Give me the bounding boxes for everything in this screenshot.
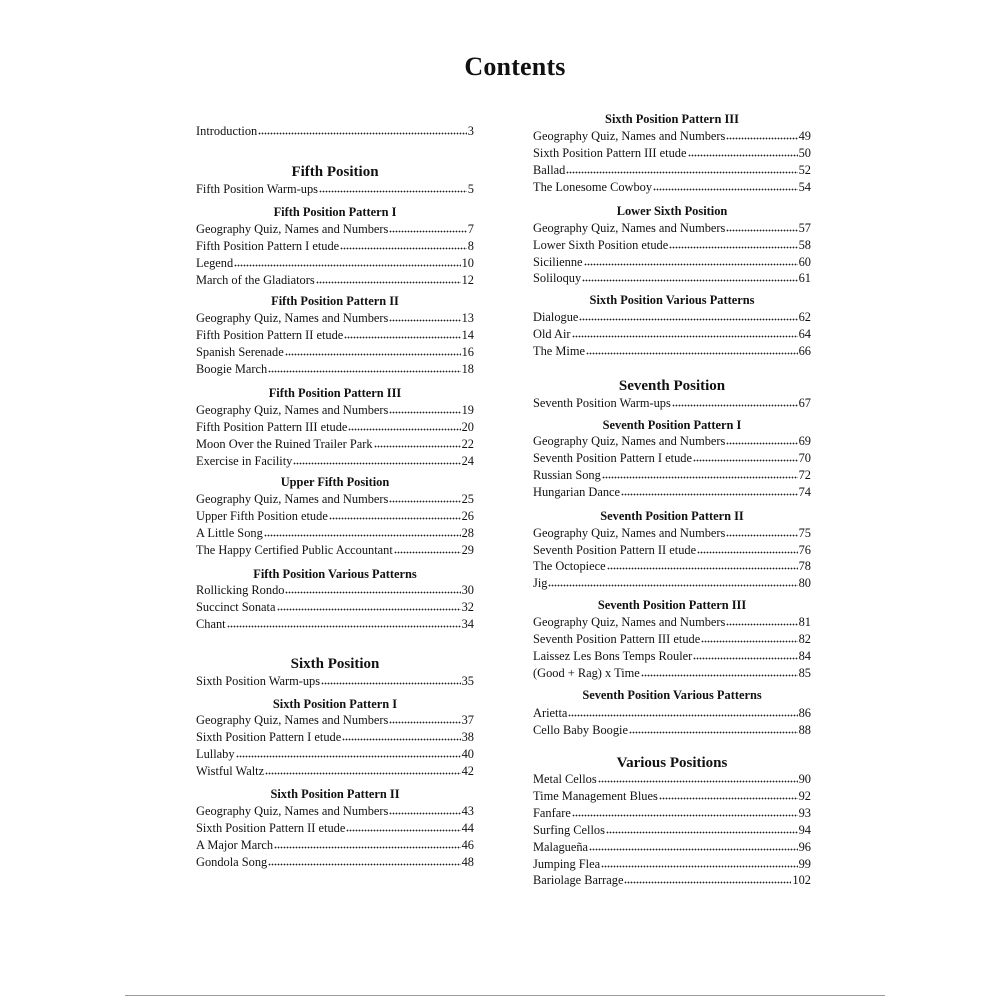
toc-entry <box>533 856 811 872</box>
toc-entry <box>196 344 474 360</box>
entry-title: Geography Quiz, Names and Numbers <box>196 311 389 325</box>
dot-leader <box>374 438 461 448</box>
toc-entry <box>196 238 474 254</box>
toc-entry <box>533 162 811 178</box>
toc-entry <box>533 484 811 500</box>
toc-entry <box>196 820 474 836</box>
entry-page-number: 29 <box>461 543 474 557</box>
dot-leader <box>659 790 798 800</box>
entry-page-number: 44 <box>461 821 474 835</box>
dot-leader <box>227 618 461 628</box>
toc-entry <box>533 450 811 466</box>
entry-page-number: 72 <box>798 468 811 482</box>
dot-leader <box>624 874 791 884</box>
dot-leader <box>342 731 460 741</box>
entry-page-number: 57 <box>798 221 811 235</box>
entry-title: The Happy Certified Public Accountant <box>196 543 393 557</box>
entry-title: Surfing Cellos <box>533 823 605 837</box>
entry-page-number: 25 <box>461 492 474 506</box>
entry-page-number: 92 <box>798 789 811 803</box>
toc-entry <box>196 673 474 689</box>
entry-page-number: 50 <box>798 146 811 160</box>
toc-entry <box>196 729 474 745</box>
dot-leader <box>602 469 798 479</box>
dot-leader <box>285 346 461 356</box>
toc-entry <box>533 822 811 838</box>
toc-entry <box>533 179 811 195</box>
dot-leader <box>688 147 798 157</box>
dot-leader <box>697 544 797 554</box>
dot-leader <box>572 807 798 817</box>
toc-entry <box>533 309 811 325</box>
dot-leader <box>693 452 798 462</box>
entry-page-number: 84 <box>798 649 811 663</box>
entry-page-number: 54 <box>798 180 811 194</box>
dot-leader <box>579 311 797 321</box>
entry-title: Exercise in Facility <box>196 454 293 468</box>
toc-entry <box>196 361 474 377</box>
toc-entry <box>196 181 474 197</box>
dot-leader <box>329 510 461 520</box>
toc-entry <box>196 854 474 870</box>
subsection-heading: Fifth Position Pattern II <box>271 294 399 308</box>
subsection-heading: Sixth Position Pattern I <box>272 697 398 711</box>
dot-leader <box>586 345 798 355</box>
entry-page-number: 67 <box>798 396 811 410</box>
entry-page-number: 42 <box>461 764 474 778</box>
entry-page-number: 70 <box>798 451 811 465</box>
entry-title: Russian Song <box>533 468 601 482</box>
dot-leader <box>265 765 460 775</box>
dot-leader <box>693 650 797 660</box>
dot-leader <box>548 577 797 587</box>
bottom-divider <box>125 995 885 996</box>
entry-title: Legend <box>196 256 234 270</box>
toc-entry <box>533 145 811 161</box>
entry-page-number: 66 <box>798 344 811 358</box>
entry-title: A Major March <box>196 838 274 852</box>
entry-page-number: 43 <box>461 804 474 818</box>
entry-title: Time Management Blues <box>533 789 658 803</box>
subsection-heading: Upper Fifth Position <box>280 475 390 489</box>
dot-leader <box>293 455 460 465</box>
toc-entry <box>533 648 811 664</box>
subsection-heading: Seventh Position Pattern I <box>602 418 742 432</box>
entry-title: Sixth Position Warm-ups <box>196 674 321 688</box>
toc-entry <box>196 837 474 853</box>
toc-entry <box>533 705 811 721</box>
entry-title: March of the Gladiators <box>196 273 315 287</box>
toc-entry <box>196 491 474 507</box>
entry-title: Fifth Position Pattern I etude <box>196 239 340 253</box>
entry-page-number: 52 <box>798 163 811 177</box>
toc-entry <box>533 872 811 888</box>
entry-title: Wistful Waltz <box>196 764 265 778</box>
toc-entry <box>533 343 811 359</box>
entry-title: Geography Quiz, Names and Numbers <box>533 129 726 143</box>
entry-page-number: 19 <box>461 403 474 417</box>
entry-title: The Octopiece <box>533 559 606 573</box>
entry-title: Seventh Position Warm-ups <box>533 396 671 410</box>
entry-title: Malagueña <box>533 840 589 854</box>
entry-page-number: 3 <box>467 124 474 138</box>
entry-title: Moon Over the Ruined Trailer Park <box>196 437 373 451</box>
toc-entry <box>533 722 811 738</box>
toc-entry <box>533 525 811 541</box>
entry-page-number: 7 <box>467 222 474 236</box>
entry-page-number: 10 <box>461 256 474 270</box>
entry-title: Metal Cellos <box>533 772 597 786</box>
entry-page-number: 78 <box>798 559 811 573</box>
toc-entry <box>533 326 811 342</box>
entry-title: Laissez Les Bons Temps Rouler <box>533 649 693 663</box>
entry-title: Jumping Flea <box>533 857 601 871</box>
dot-leader <box>629 724 798 734</box>
entry-title: Seventh Position Pattern III etude <box>533 632 701 646</box>
entry-page-number: 26 <box>461 509 474 523</box>
dot-leader <box>258 125 467 135</box>
entry-page-number: 32 <box>461 600 474 614</box>
entry-title: Gondola Song <box>196 855 268 869</box>
entry-page-number: 20 <box>461 420 474 434</box>
dot-leader <box>389 404 460 414</box>
entry-page-number: 49 <box>798 129 811 143</box>
dot-leader <box>346 822 460 832</box>
dot-leader <box>340 240 467 250</box>
entry-title: Seventh Position Pattern II etude <box>533 543 697 557</box>
toc-entry <box>533 467 811 483</box>
entry-page-number: 64 <box>798 327 811 341</box>
entry-title: Geography Quiz, Names and Numbers <box>196 492 389 506</box>
subsection-heading: Sixth Position Pattern III <box>605 112 739 126</box>
entry-title: Chant <box>196 617 226 631</box>
toc-entry <box>533 771 811 787</box>
entry-page-number: 93 <box>798 806 811 820</box>
toc-entry <box>533 542 811 558</box>
entry-page-number: 24 <box>461 454 474 468</box>
dot-leader <box>598 773 798 783</box>
dot-leader <box>607 560 798 570</box>
entry-title: Old Air <box>533 327 571 341</box>
dot-leader <box>582 272 797 282</box>
dot-leader <box>606 824 798 834</box>
entry-title: Lower Sixth Position etude <box>533 238 669 252</box>
dot-leader <box>389 805 460 815</box>
dot-leader <box>568 707 797 717</box>
toc-entry <box>196 327 474 343</box>
entry-title: Fifth Position Warm-ups <box>196 182 318 196</box>
entry-title: Jig <box>533 576 548 590</box>
toc-entry <box>196 525 474 541</box>
toc-entry <box>196 255 474 271</box>
dot-leader <box>264 527 461 537</box>
entry-title: Arietta <box>533 706 568 720</box>
dot-leader <box>572 328 798 338</box>
entry-title: Upper Fifth Position etude <box>196 509 328 523</box>
toc-entry <box>533 395 811 411</box>
dot-leader <box>672 397 798 407</box>
entry-page-number: 85 <box>798 666 811 680</box>
toc-entry <box>533 788 811 804</box>
toc-entry <box>533 614 811 630</box>
dot-leader <box>601 858 797 868</box>
dot-leader <box>316 274 461 284</box>
entry-page-number: 28 <box>461 526 474 540</box>
toc-entry <box>533 237 811 253</box>
entry-title: Geography Quiz, Names and Numbers <box>533 615 726 629</box>
toc-entry <box>196 436 474 452</box>
entry-title: Spanish Serenade <box>196 345 284 359</box>
entry-page-number: 38 <box>461 730 474 744</box>
section-heading: Sixth Position <box>290 656 380 672</box>
entry-title: Geography Quiz, Names and Numbers <box>533 221 726 235</box>
entry-title: Geography Quiz, Names and Numbers <box>196 713 389 727</box>
dot-leader <box>726 527 797 537</box>
entry-page-number: 16 <box>461 345 474 359</box>
dot-leader <box>389 312 460 322</box>
entry-title: Sixth Position Pattern I etude <box>196 730 342 744</box>
entry-page-number: 62 <box>798 310 811 324</box>
subsection-heading: Seventh Position Various Patterns <box>582 688 762 702</box>
entry-page-number: 12 <box>461 273 474 287</box>
entry-page-number: 34 <box>461 617 474 631</box>
toc-entry <box>196 803 474 819</box>
entry-page-number: 88 <box>798 723 811 737</box>
entry-page-number: 94 <box>798 823 811 837</box>
entry-title: Geography Quiz, Names and Numbers <box>533 526 726 540</box>
entry-page-number: 82 <box>798 632 811 646</box>
toc-entry <box>196 272 474 288</box>
entry-title: Succinct Sonata <box>196 600 276 614</box>
toc-entry <box>533 839 811 855</box>
entry-title: Lullaby <box>196 747 235 761</box>
toc-entry <box>196 453 474 469</box>
toc-entry <box>533 270 811 286</box>
toc-entry <box>196 508 474 524</box>
entry-title: Dialogue <box>533 310 579 324</box>
entry-page-number: 46 <box>461 838 474 852</box>
entry-page-number: 48 <box>461 855 474 869</box>
entry-title: The Lonesome Cowboy <box>533 180 653 194</box>
entry-page-number: 18 <box>461 362 474 376</box>
entry-page-number: 102 <box>792 873 811 887</box>
toc-entry <box>196 542 474 558</box>
entry-page-number: 60 <box>798 255 811 269</box>
entry-title: Seventh Position Pattern I etude <box>533 451 692 465</box>
dot-leader <box>653 181 798 191</box>
entry-page-number: 96 <box>798 840 811 854</box>
entry-title: Introduction <box>196 124 258 138</box>
entry-page-number: 5 <box>467 182 474 196</box>
entry-title: The Mime <box>533 344 585 358</box>
toc-entry <box>533 631 811 647</box>
entry-title: Geography Quiz, Names and Numbers <box>196 222 389 236</box>
entry-title: Geography Quiz, Names and Numbers <box>196 804 389 818</box>
dot-leader <box>701 633 797 643</box>
entry-title: Hungarian Dance <box>533 485 621 499</box>
dot-leader <box>726 435 797 445</box>
entry-title: Fifth Position Pattern III etude <box>196 420 348 434</box>
entry-title: Fifth Position Pattern II etude <box>196 328 344 342</box>
subsection-heading: Seventh Position Pattern III <box>597 598 747 612</box>
dot-leader <box>277 601 461 611</box>
subsection-heading: Fifth Position Various Patterns <box>253 567 417 581</box>
entry-title: Sixth Position Pattern II etude <box>196 821 346 835</box>
entry-title: Geography Quiz, Names and Numbers <box>533 434 726 448</box>
entry-title: Rollicking Rondo <box>196 583 285 597</box>
entry-title: Sixth Position Pattern III etude <box>533 146 687 160</box>
entry-title: Sicilienne <box>533 255 583 269</box>
entry-page-number: 80 <box>798 576 811 590</box>
entry-page-number: 37 <box>461 713 474 727</box>
dot-leader <box>268 856 460 866</box>
entry-title: Geography Quiz, Names and Numbers <box>196 403 389 417</box>
dot-leader <box>389 223 466 233</box>
page-title: Contents <box>464 52 566 81</box>
section-heading: Fifth Position <box>291 164 379 180</box>
entry-page-number: 86 <box>798 706 811 720</box>
toc-entry <box>196 616 474 632</box>
toc-entry <box>533 433 811 449</box>
dot-leader <box>348 421 460 431</box>
entry-page-number: 76 <box>798 543 811 557</box>
dot-leader <box>236 748 461 758</box>
dot-leader <box>621 486 798 496</box>
toc-entry <box>533 220 811 236</box>
entry-page-number: 69 <box>798 434 811 448</box>
toc-entry <box>196 123 474 139</box>
entry-page-number: 74 <box>798 485 811 499</box>
entry-page-number: 40 <box>461 747 474 761</box>
toc-entry <box>196 310 474 326</box>
entry-title: A Little Song <box>196 526 263 540</box>
entry-page-number: 58 <box>798 238 811 252</box>
entry-page-number: 61 <box>798 271 811 285</box>
toc-entry <box>196 221 474 237</box>
entry-page-number: 99 <box>798 857 811 871</box>
dot-leader <box>344 329 460 339</box>
section-heading: Seventh Position <box>618 378 726 394</box>
subsection-heading: Lower Sixth Position <box>616 204 728 218</box>
dot-leader <box>234 257 460 267</box>
subsection-heading: Sixth Position Various Patterns <box>589 293 755 307</box>
entry-title: Cello Baby Boogie <box>533 723 628 737</box>
dot-leader <box>274 839 461 849</box>
entry-page-number: 14 <box>461 328 474 342</box>
dot-leader <box>319 183 467 193</box>
dot-leader <box>726 222 797 232</box>
entry-page-number: 13 <box>461 311 474 325</box>
toc-entry <box>533 558 811 574</box>
toc-entry <box>196 763 474 779</box>
toc-entry <box>196 599 474 615</box>
dot-leader <box>669 239 797 249</box>
toc-entry <box>196 402 474 418</box>
toc-entry <box>533 805 811 821</box>
dot-leader <box>726 616 797 626</box>
entry-page-number: 90 <box>798 772 811 786</box>
entry-title: Bariolage Barrage <box>533 873 624 887</box>
entry-page-number: 75 <box>798 526 811 540</box>
entry-title: Boogie March <box>196 362 268 376</box>
toc-entry <box>196 582 474 598</box>
toc-entry <box>196 746 474 762</box>
dot-leader <box>389 714 460 724</box>
dot-leader <box>589 841 798 851</box>
section-heading: Various Positions <box>616 755 728 771</box>
toc-entry <box>533 254 811 270</box>
dot-leader <box>726 130 797 140</box>
subsection-heading: Seventh Position Pattern II <box>600 509 744 523</box>
entry-title: Fanfare <box>533 806 571 820</box>
toc-entry <box>196 419 474 435</box>
dot-leader <box>321 675 461 685</box>
entry-title: Ballad <box>533 163 566 177</box>
dot-leader <box>584 256 798 266</box>
toc-entry <box>196 712 474 728</box>
entry-title: Soliloquy <box>533 271 582 285</box>
subsection-heading: Sixth Position Pattern II <box>270 787 400 801</box>
subsection-heading: Fifth Position Pattern I <box>273 205 397 219</box>
subsection-heading: Fifth Position Pattern III <box>268 386 402 400</box>
dot-leader <box>268 363 460 373</box>
entry-page-number: 81 <box>798 615 811 629</box>
dot-leader <box>641 667 798 677</box>
entry-page-number: 30 <box>461 583 474 597</box>
entry-page-number: 22 <box>461 437 474 451</box>
dot-leader <box>285 584 460 594</box>
entry-title: (Good + Rag) x Time <box>533 666 640 680</box>
entry-page-number: 35 <box>461 674 474 688</box>
dot-leader <box>389 493 460 503</box>
dot-leader <box>566 164 797 174</box>
dot-leader <box>394 544 461 554</box>
toc-entry <box>533 128 811 144</box>
toc-entry <box>533 665 811 681</box>
toc-entry <box>533 575 811 591</box>
entry-page-number: 8 <box>467 239 474 253</box>
